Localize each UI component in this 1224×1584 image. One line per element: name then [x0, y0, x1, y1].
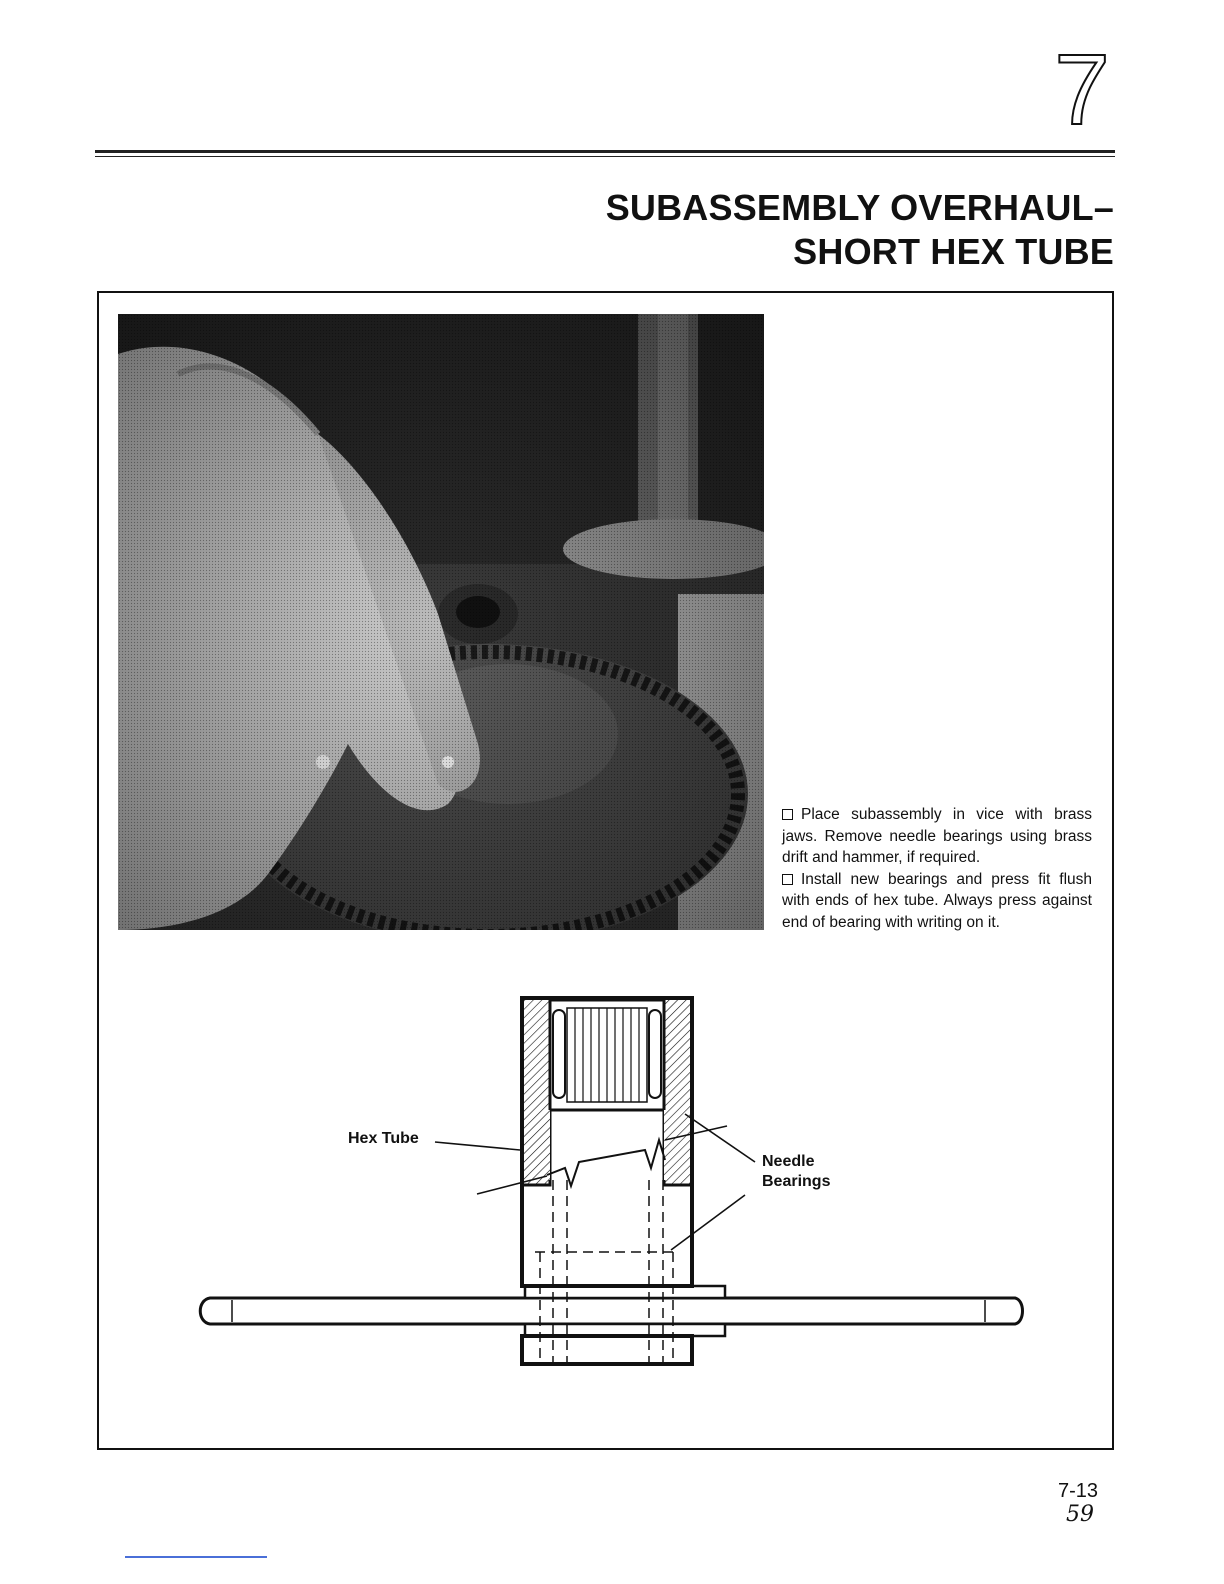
needle-bearings-label	[762, 1152, 830, 1192]
instructions	[782, 804, 1092, 933]
header-rule-thin	[95, 156, 1115, 157]
footer-link-rule	[125, 1556, 267, 1558]
instruction-text: Place subassembly in vice with brass jaws. Remove needle bearings using brass drift and hammer, if required.	[782, 806, 1092, 866]
instruction-item	[782, 869, 1092, 934]
handwritten-note: 59	[1066, 1502, 1094, 1527]
chapter-number	[1052, 44, 1112, 134]
checkbox-icon	[782, 809, 793, 820]
page-number: 7-13	[1057, 1480, 1098, 1502]
hex-tube-cross-section-diagram	[195, 990, 1035, 1370]
page-title-line-1: SUBASSEMBLY OVERHAUL–	[605, 187, 1114, 228]
instruction-text: Install new bearings and press fit flush with ends of hex tube. Always press against end of bearing with writing on it.	[782, 870, 1092, 931]
page-title	[606, 186, 1114, 274]
hex-tube-label: Hex Tube	[348, 1130, 419, 1147]
page-title-line-2: SHORT HEX TUBE	[793, 231, 1114, 272]
instruction-item	[782, 804, 1092, 869]
needle-label: Needle	[762, 1153, 815, 1170]
checkbox-icon	[782, 874, 793, 885]
hand-sprocket-photo	[118, 314, 764, 930]
bearings-label: Bearings	[762, 1173, 831, 1190]
chapter-number-text: 7	[1054, 44, 1110, 134]
header-rule	[95, 150, 1115, 153]
